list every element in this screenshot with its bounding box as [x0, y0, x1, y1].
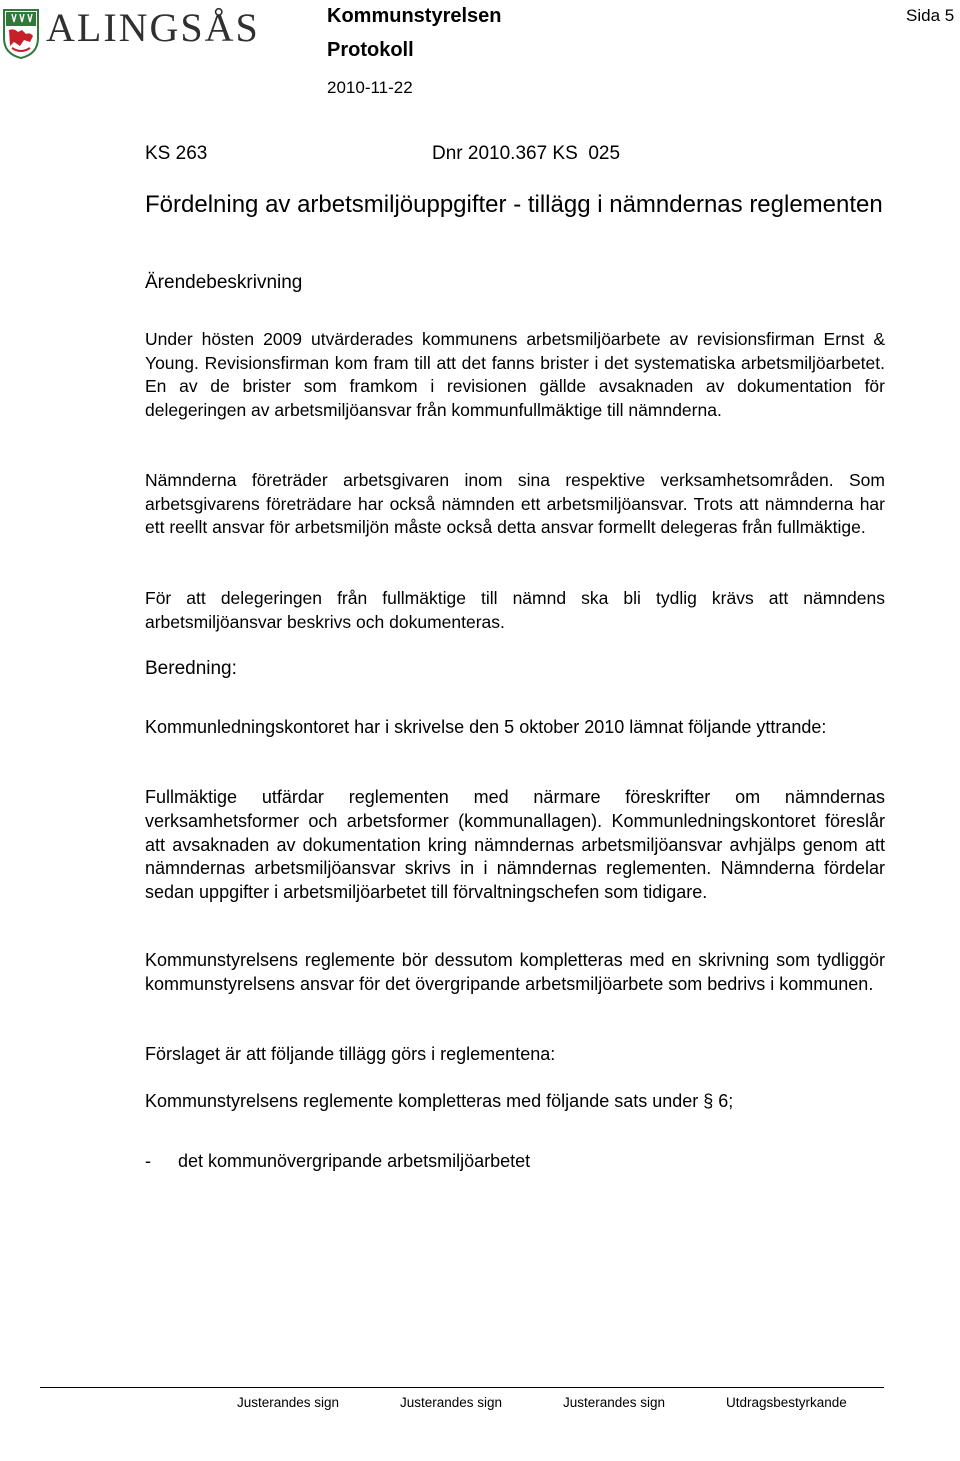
paragraph-statement: Kommunledningskontoret har i skrivelse den 5 oktober 2010 lämnat följande yttrande: — [145, 717, 827, 737]
paragraph-section-6: Kommunstyrelsens reglemente kompletteras med följande sats under § 6; — [145, 1091, 734, 1111]
page-title: Fördelning av arbetsmiljöuppgifter - tillägg i nämndernas reglementen — [145, 191, 883, 218]
list-item: det kommunövergripande arbetsmiljöarbetet — [178, 1151, 531, 1171]
committee-title: Kommunstyrelsen — [327, 5, 502, 27]
paragraph-delegation: För att delegeringen från fullmäktige till nämnd ska bli tydlig krävs att nämndens arbetsmiljöansvar beskrivs och dokumenteras. — [145, 588, 885, 632]
paragraph-regulations: Fullmäktige utfärdar reglementen med närmare föreskrifter om nämndernas verksamhetsformer och arbetsformer (kommunallagen). Kommunledningskontoret föreslår att avsaknaden av dokumentation kring nämndernas arbetsmiljöansvar avhjälps genom att nämndernas arbetsmiljöansvar skrivs in i nämndernas reglementen. Nämnderna fördelar sedan uppgifter i arbetsmiljöarbetet till förvaltningschefen som tidigare. — [145, 787, 885, 903]
section-heading-preparation: Beredning: — [145, 658, 237, 679]
signature-label-3: Justerandes sign — [563, 1395, 666, 1410]
paragraph-proposal: Förslaget är att följande tillägg görs i reglementena: — [145, 1044, 556, 1064]
page-number: Sida 5 — [906, 6, 955, 25]
footer-divider — [40, 1387, 884, 1388]
municipality-logo — [0, 2, 260, 64]
extract-certification-label: Utdragsbestyrkande — [726, 1395, 847, 1410]
logo-wordmark: ALINGSÅS — [46, 5, 260, 50]
paragraph-supplement: Kommunstyrelsens reglemente bör dessutom kompletteras med en skrivning som tydliggör kommunstyrelsens ansvar för det övergripande arbetsmiljöarbete som bedrivs i kommunen. — [145, 950, 885, 994]
section-heading-description: Ärendebeskrivning — [145, 272, 303, 293]
signature-label-1: Justerandes sign — [237, 1395, 340, 1410]
paragraph-committees: Nämnderna företräder arbetsgivaren inom sina respektive verksamhetsområden. Som arbetsgivarens företrädare har också nämnden ett arbetsmiljöansvar. Trots att nämnderna har ett reellt ansvar för arbetsmiljön måste också detta ansvar formellt delegeras från fullmäktige. — [145, 470, 885, 537]
case-reference: KS 263 — [145, 143, 208, 164]
diary-number: Dnr 2010.367 KS 025 — [432, 143, 621, 164]
meeting-date: 2010-11-22 — [327, 78, 413, 97]
paragraph-background: Under hösten 2009 utvärderades kommunens arbetsmiljöarbete av revisionsfirman Ernst & Young. Revisionsfirman kom fram till att det fanns brister i det systematiska arbetsmiljöarbetet. En av de brister som framkom i revisionen gällde avsaknaden av dokumentation för delegeringen av arbetsmiljöansvar från kommunfullmäktige till nämnderna. — [145, 329, 885, 420]
list-bullet: - — [145, 1151, 151, 1171]
coat-of-arms-icon — [2, 8, 40, 60]
signature-label-2: Justerandes sign — [400, 1395, 503, 1410]
document-type: Protokoll — [327, 39, 414, 61]
